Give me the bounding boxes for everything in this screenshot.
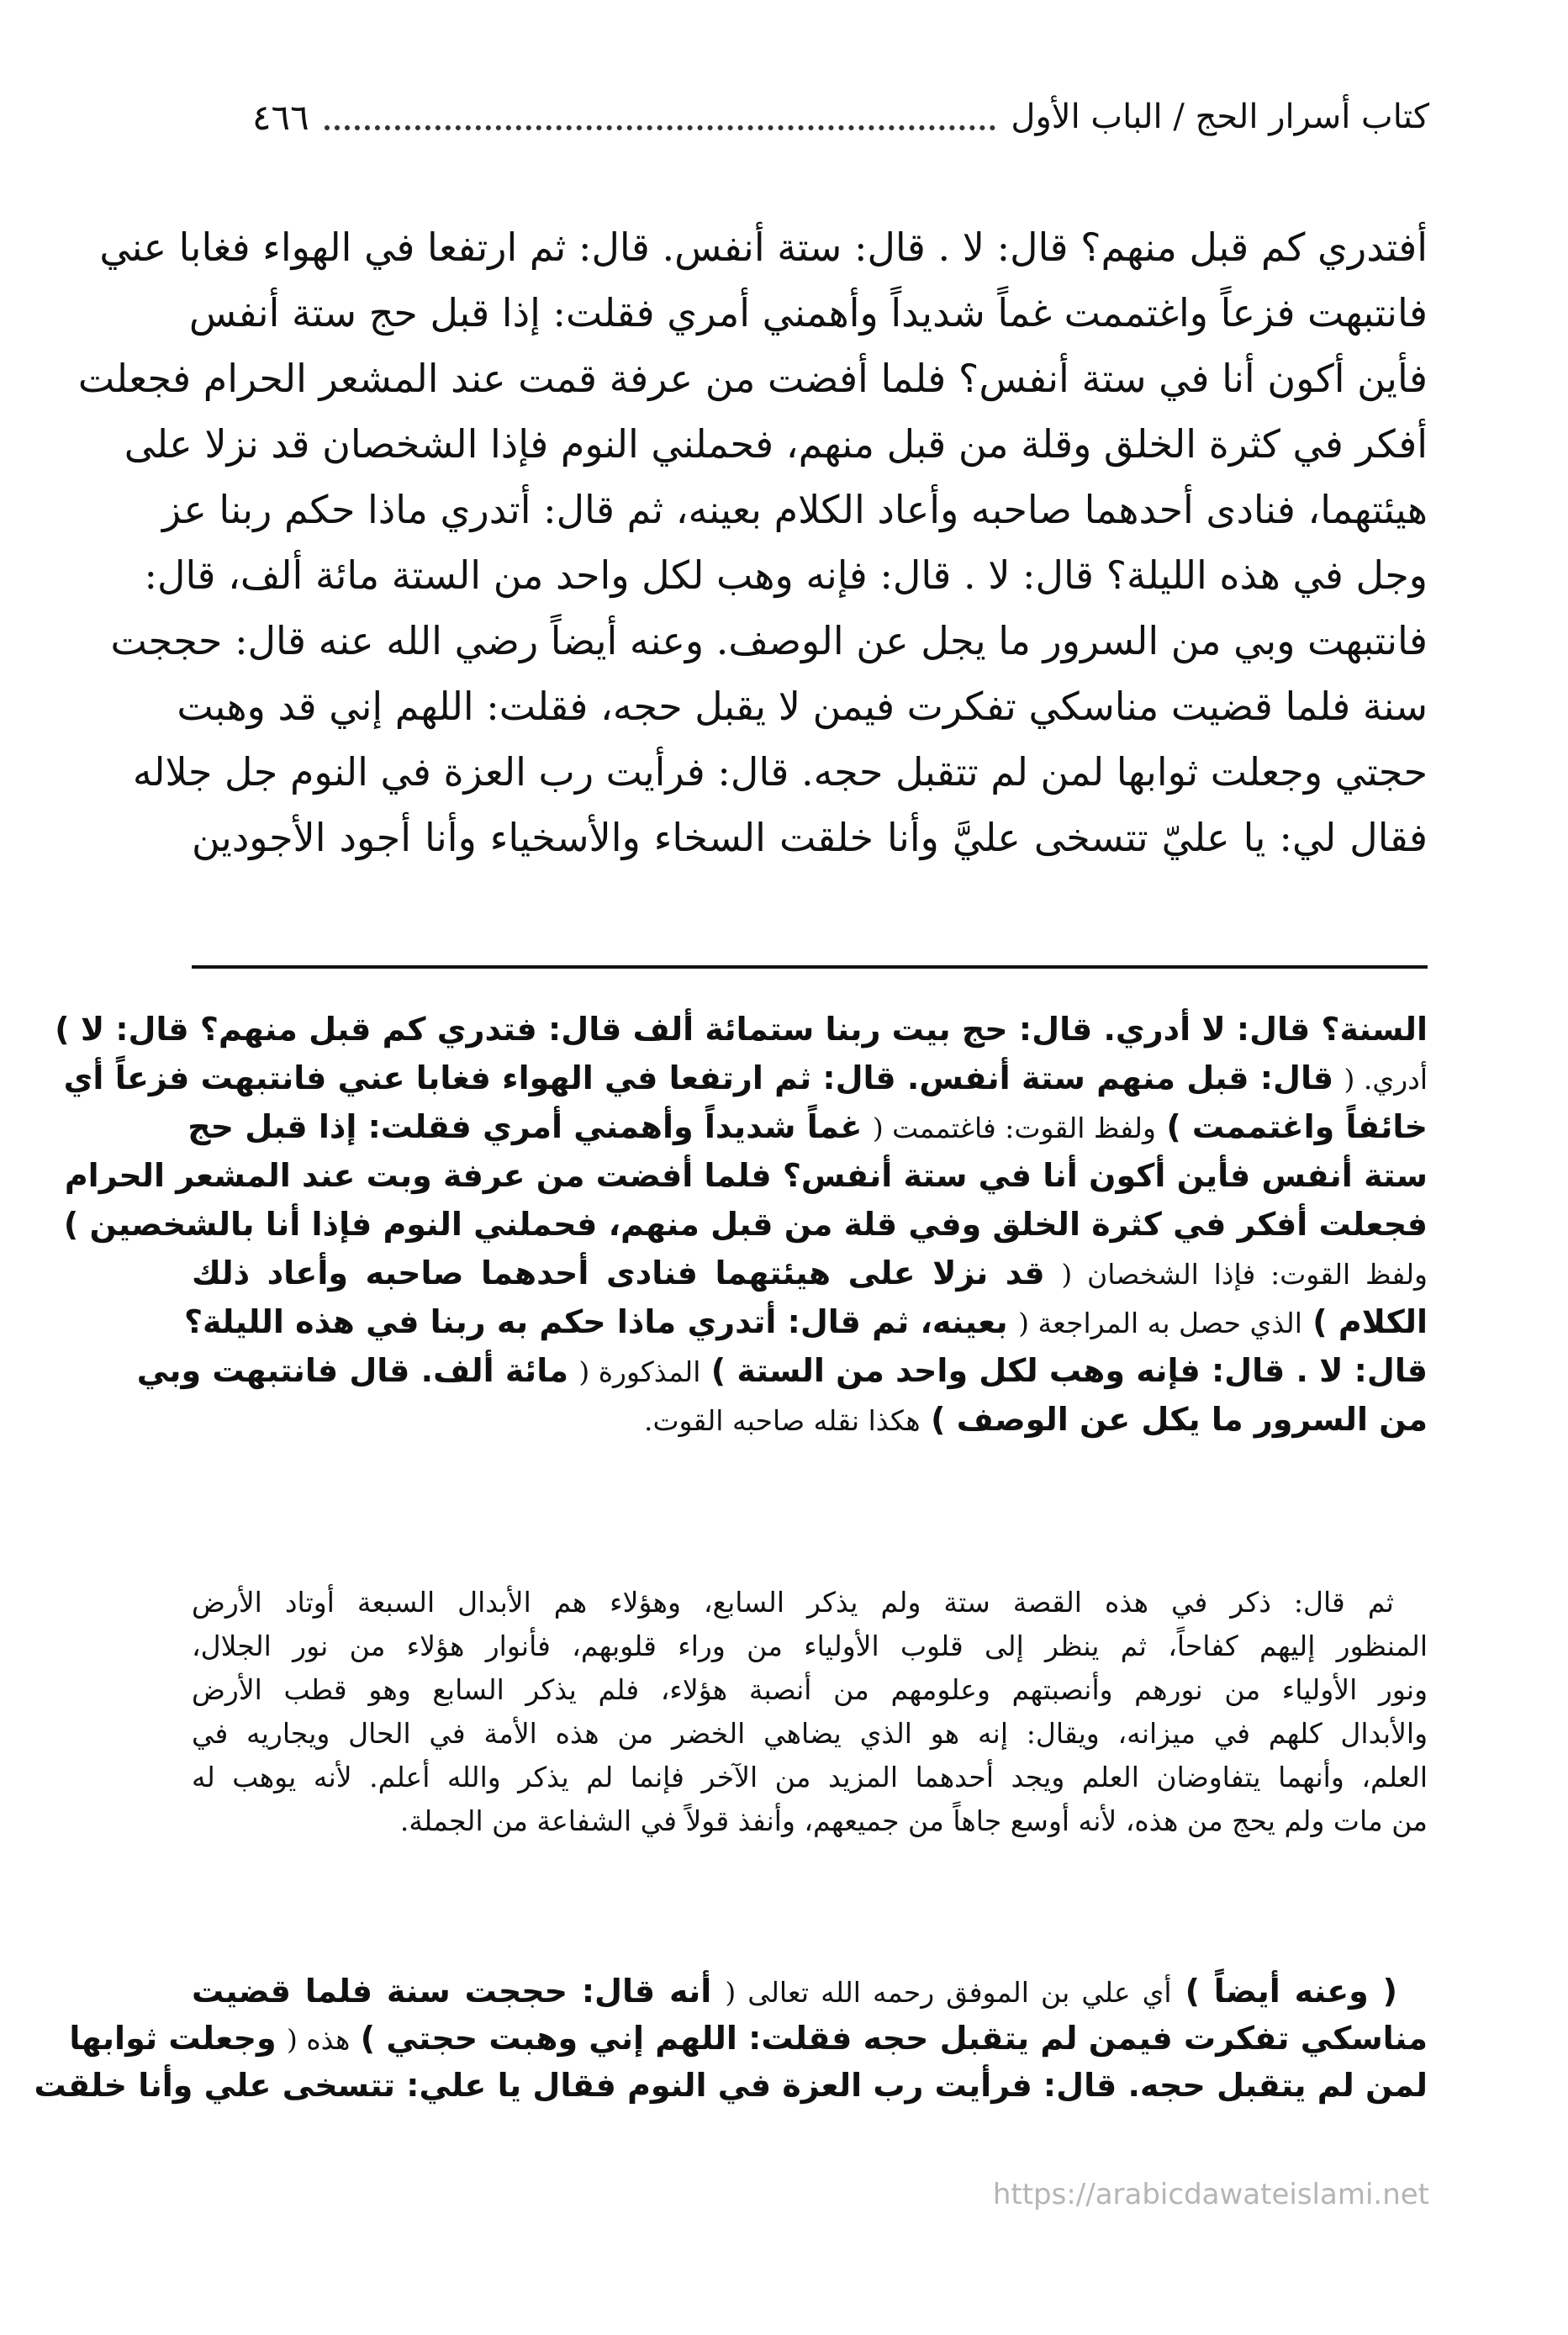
quoted-text: مائة ألف. قال فانتبهت وبي [136,1352,568,1389]
paragraph-line: المنظور إليهم كفاحاً، ثم ينظر إلى قلوب الأولياء من وراء قلوبهم، فأنوار هؤلاء من نور الجلال، [192,1630,1428,1662]
quoted-text: السنة؟ قال: لا أدري. قال: حج بيت ربنا ستمائة ألف قال: فتدري كم قبل منهم؟ قال: لا ) [55,1011,1428,1048]
commentary-line [192,1249,1428,1297]
main-text-line: سنة فلما قضيت مناسكي تفكرت فيمن لا يقبل حجه، فقلت: اللهم إني قد وهبت [177,684,1428,729]
main-text-line: وجل في هذه الليلة؟ قال: لا . قال: فإنه وهب لكل واحد من الستة مائة ألف، قال: [144,552,1428,598]
quoted-text: ستة أنفس فأين أكون أنا في ستة أنفس؟ فلما أفضت من عرفة وبت عند المشعر الحرام [64,1157,1428,1194]
commentary-block [55,1005,1428,1444]
commentary-line [187,1102,1428,1151]
quoted-text: بعينه، ثم قال: أتدري ماذا حكم به ربنا في هذه الليلة؟ [184,1303,1008,1340]
main-text-line: أفكر في كثرة الخلق وقلة من قبل منهم، فحملني النوم فإذا الشخصان قد نزلا على [124,421,1428,467]
running-header [252,87,1429,146]
commentary-line [63,1054,1428,1102]
commentary-paragraph [34,1968,1428,2109]
quoted-text: وجعلت ثوابها [69,2020,277,2057]
page-number: ٤٦٦ [252,96,309,138]
commentary-note: هذه ( [287,2023,351,2056]
header-dotted-leader [325,120,996,130]
commentary-line [55,1005,1428,1054]
commentary-line [63,1200,1428,1249]
quoted-text: غماً شديداً وأهمني أمري فقلت: إذا قبل حج [187,1108,863,1145]
paragraph-line [69,2015,1428,2062]
paragraph-line: ثم قال: ذكر في هذه القصة ستة ولم يذكر السابع، وهؤلاء هم الأبدال السبعة أوتاد الأرض [192,1586,1394,1619]
quoted-text: فجعلت أفكر في كثرة الخلق وفي قلة من قبل منهم، فحملني النوم فإذا أنا بالشخصين ) [63,1206,1428,1243]
quoted-text: خائفاً واغتممت ) [1166,1108,1428,1145]
quoted-text: ( وعنه أيضاً ) [1185,1973,1397,2010]
commentary-note: ولفظ القوت: فاغتممت ( [872,1112,1156,1144]
main-text-line: فانتبهت فزعاً واغتممت غماً شديداً وأهمني أمري فقلت: إذا قبل حج ستة أنفس [188,290,1428,335]
paragraph-line [192,1968,1428,2015]
section-divider [192,965,1428,969]
quoted-text: قال: لا . قال: فإنه وهب لكل واحد من الستة ) [710,1352,1428,1389]
main-text-line: أفتدري كم قبل منهم؟ قال: لا . قال: ستة أنفس. قال: ثم ارتفعا في الهواء فغابا عني [99,225,1428,270]
quoted-text: قال: قبل منهم ستة أنفس. قال: ثم ارتفعا في الهواء فغابا عني فانتبهت فزعاً أي [63,1059,1334,1096]
book-chapter-title: كتاب أسرار الحج / الباب الأول [1011,98,1429,136]
main-text-block [77,214,1428,870]
commentary-note: المذكورة ( [578,1355,701,1388]
quoted-text: الكلام ) [1312,1303,1428,1340]
commentary-note: أدري. ( [1344,1063,1428,1096]
paragraph-line: والأبدال كلهم في ميزانه، ويقال: إنه هو الذي يضاهي الخضر من هذه الأمة في الحال ويجاريه في [192,1717,1428,1750]
quoted-text: مناسكي تفكرت فيمن لم يتقبل حجه فقلت: اللهم إني وهبت حجتي ) [360,2020,1428,2057]
main-text-line: فقال لي: يا عليّ تتسخى عليَّ وأنا خلقت السخاء والأسخياء وأنا أجود الأجودين [192,815,1428,860]
commentary-paragraph [192,1581,1428,1843]
source-watermark: https://arabicdawateislami.net [992,2178,1429,2211]
main-text-line: فأين أكون أنا في ستة أنفس؟ فلما أفضت من عرفة قمت عند المشعر الحرام فجعلت [77,356,1428,401]
paragraph-line [34,2062,1428,2109]
commentary-note: ولفظ القوت: فإذا الشخصان ( [1061,1258,1428,1291]
main-text-line: فانتبهت وبي من السرور ما يجل عن الوصف. وعنه أيضاً رضي الله عنه قال: حججت [110,618,1428,663]
quoted-text: من السرور ما يكل عن الوصف ) [931,1401,1428,1438]
main-text-line: هيئتهما، فنادى أحدهما صاحبه وأعاد الكلام بعينه، ثم قال: أتدري ماذا حكم ربنا عز [161,487,1428,532]
commentary-note: الذي حصل به المراجعة ( [1018,1307,1302,1339]
paragraph-line: ونور الأولياء من نورهم وأنصبتهم وعلومهم من أنصبة هؤلاء، فلم يذكر السابع وهو قطب الأرض [192,1673,1428,1706]
paragraph-line: من مات ولم يحج من هذه، لأنه أوسع جاهاً من جميعهم، وأنفذ قولاً في الشفاعة من الجملة. [399,1804,1428,1837]
commentary-line [136,1346,1428,1395]
quoted-text: أنه قال: حججت سنة فلما قضيت [192,1973,712,2010]
quoted-text: لمن لم يتقبل حجه. قال: فرأيت رب العزة في النوم فقال يا علي: تتسخى علي وأنا خلقت [34,2067,1428,2104]
commentary-line [184,1297,1428,1346]
paragraph-line: العلم، وأنهما يتفاوضان العلم ويجد أحدهما المزيد من الآخر فإنما لم يذكر والله أعلم. لأنه يوهب له [192,1761,1428,1794]
main-text-line: حجتي وجعلت ثوابها لمن لم تتقبل حجه. قال: فرأيت رب العزة في النوم جل جلاله [132,749,1428,795]
commentary-line [192,1395,1428,1444]
commentary-note: هكذا نقله صاحبه القوت. [643,1404,921,1437]
commentary-note: أي علي بن الموفق رحمه الله تعالى ( [725,1976,1172,2009]
quoted-text: قد نزلا على هيئتهما فنادى أحدهما صاحبه وأعاد ذلك [192,1255,1045,1292]
commentary-line [64,1151,1428,1200]
